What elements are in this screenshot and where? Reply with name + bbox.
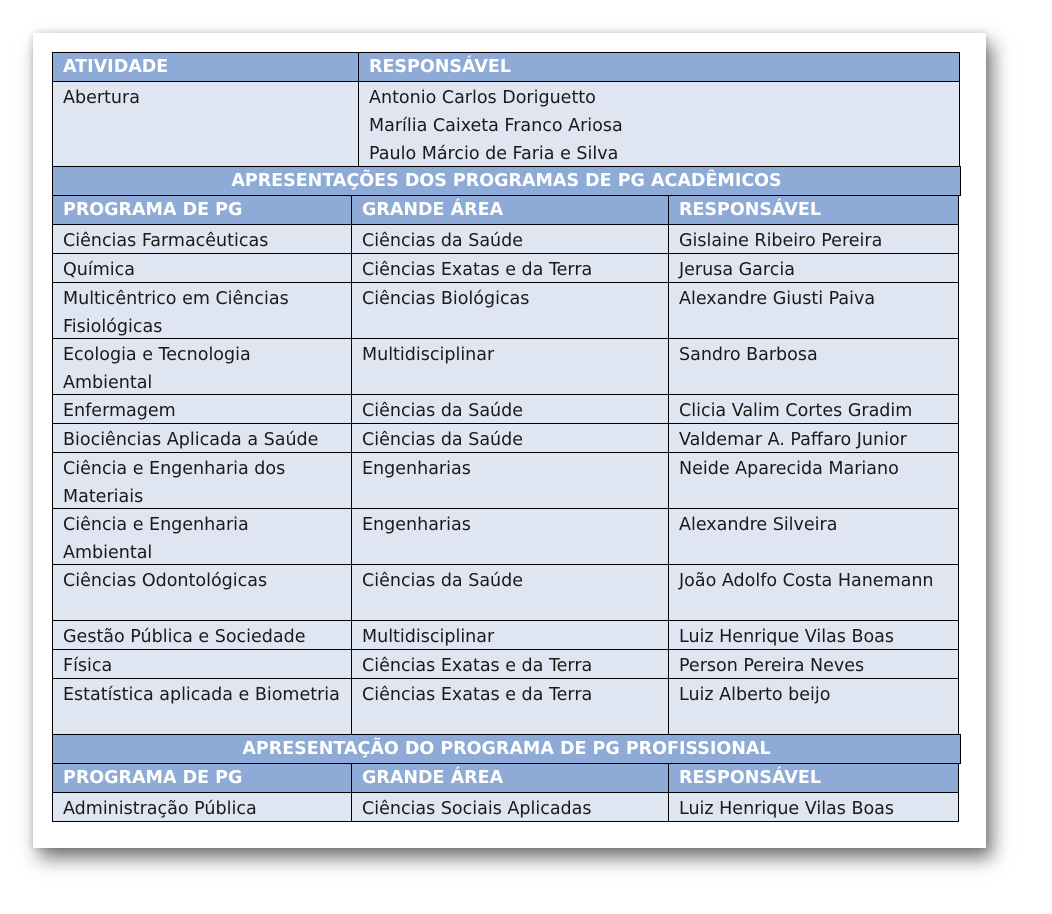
table-row bbox=[52, 452, 960, 508]
table-row bbox=[52, 649, 960, 678]
header-programa: PROGRAMA DE PG bbox=[52, 195, 352, 225]
academic-rows bbox=[52, 224, 960, 734]
professional-rows bbox=[52, 792, 960, 821]
responsible-cell: Neide Aparecida Mariano bbox=[668, 452, 959, 509]
table-row bbox=[52, 564, 960, 620]
responsible-cell: João Adolfo Costa Hanemann bbox=[668, 564, 959, 621]
professional-section-row bbox=[52, 734, 960, 763]
table-row bbox=[52, 224, 960, 253]
program-cell: Ciências Odontológicas bbox=[52, 564, 352, 621]
table-row bbox=[52, 678, 960, 734]
responsible-name: Paulo Márcio de Faria e Silva bbox=[369, 144, 619, 164]
responsible-cell: Luiz Henrique Vilas Boas bbox=[668, 792, 959, 822]
program-cell: Estatística aplicada e Biometria bbox=[52, 678, 352, 735]
program-cell: Ciência e Engenharia dos Materiais bbox=[52, 452, 352, 509]
abertura-row bbox=[52, 81, 960, 166]
responsible-cell: Alexandre Giusti Paiva bbox=[668, 282, 959, 339]
program-cell: Ciências Farmacêuticas bbox=[52, 224, 352, 254]
table-row bbox=[52, 620, 960, 649]
header-responsavel: RESPONSÁVEL bbox=[668, 195, 959, 225]
table-row bbox=[52, 792, 960, 821]
responsible-cell: Person Pereira Neves bbox=[668, 649, 959, 679]
program-cell: Química bbox=[52, 253, 352, 283]
area-cell: Ciências da Saúde bbox=[351, 224, 669, 254]
area-cell: Ciências Exatas e da Terra bbox=[351, 253, 669, 283]
responsible-cell: Luiz Alberto beijo bbox=[668, 678, 959, 735]
area-cell: Engenharias bbox=[351, 508, 669, 565]
academic-header-row bbox=[52, 195, 960, 224]
responsible-name: Antonio Carlos Doriguetto bbox=[369, 88, 596, 108]
program-cell: Ecologia e Tecnologia Ambiental bbox=[52, 338, 352, 395]
header-responsavel: RESPONSÁVEL bbox=[668, 763, 959, 793]
table-row bbox=[52, 338, 960, 394]
table-row bbox=[52, 394, 960, 423]
top-header-row bbox=[52, 52, 960, 81]
header-atividade: ATIVIDADE bbox=[52, 52, 359, 82]
header-programa: PROGRAMA DE PG bbox=[52, 763, 352, 793]
schedule-table bbox=[52, 52, 960, 821]
responsible-name: Marília Caixeta Franco Ariosa bbox=[369, 116, 623, 136]
table-row bbox=[52, 508, 960, 564]
area-cell: Ciências da Saúde bbox=[351, 423, 669, 453]
responsible-cell: Valdemar A. Paffaro Junior bbox=[668, 423, 959, 453]
header-grande-area: GRANDE ÁREA bbox=[351, 763, 669, 793]
header-grande-area: GRANDE ÁREA bbox=[351, 195, 669, 225]
responsibles-cell bbox=[358, 81, 960, 167]
professional-section-title: APRESENTAÇÃO DO PROGRAMA DE PG PROFISSIONAL bbox=[52, 734, 961, 764]
program-cell: Administração Pública bbox=[52, 792, 352, 822]
program-cell: Biociências Aplicada a Saúde bbox=[52, 423, 352, 453]
responsible-cell: Jerusa Garcia bbox=[668, 253, 959, 283]
area-cell: Multidisciplinar bbox=[351, 620, 669, 650]
area-cell: Ciências da Saúde bbox=[351, 564, 669, 621]
area-cell: Ciências Sociais Aplicadas bbox=[351, 792, 669, 822]
area-cell: Ciências Biológicas bbox=[351, 282, 669, 339]
academic-section-row bbox=[52, 166, 960, 195]
responsible-cell: Sandro Barbosa bbox=[668, 338, 959, 395]
area-cell: Ciências Exatas e da Terra bbox=[351, 649, 669, 679]
area-cell: Engenharias bbox=[351, 452, 669, 509]
responsible-cell: Clicia Valim Cortes Gradim bbox=[668, 394, 959, 424]
program-cell: Física bbox=[52, 649, 352, 679]
responsible-cell: Luiz Henrique Vilas Boas bbox=[668, 620, 959, 650]
area-cell: Multidisciplinar bbox=[351, 338, 669, 395]
table-row bbox=[52, 282, 960, 338]
program-cell: Enfermagem bbox=[52, 394, 352, 424]
program-cell: Ciência e Engenharia Ambiental bbox=[52, 508, 352, 565]
professional-header-row bbox=[52, 763, 960, 792]
table-row bbox=[52, 423, 960, 452]
academic-section-title: APRESENTAÇÕES DOS PROGRAMAS DE PG ACADÊMICOS bbox=[52, 166, 961, 196]
header-responsavel: RESPONSÁVEL bbox=[358, 52, 960, 82]
responsible-cell: Gislaine Ribeiro Pereira bbox=[668, 224, 959, 254]
program-cell: Gestão Pública e Sociedade bbox=[52, 620, 352, 650]
table-row bbox=[52, 253, 960, 282]
area-cell: Ciências Exatas e da Terra bbox=[351, 678, 669, 735]
activity-cell: Abertura bbox=[52, 81, 359, 167]
area-cell: Ciências da Saúde bbox=[351, 394, 669, 424]
program-cell: Multicêntrico em Ciências Fisiológicas bbox=[52, 282, 352, 339]
responsible-cell: Alexandre Silveira bbox=[668, 508, 959, 565]
